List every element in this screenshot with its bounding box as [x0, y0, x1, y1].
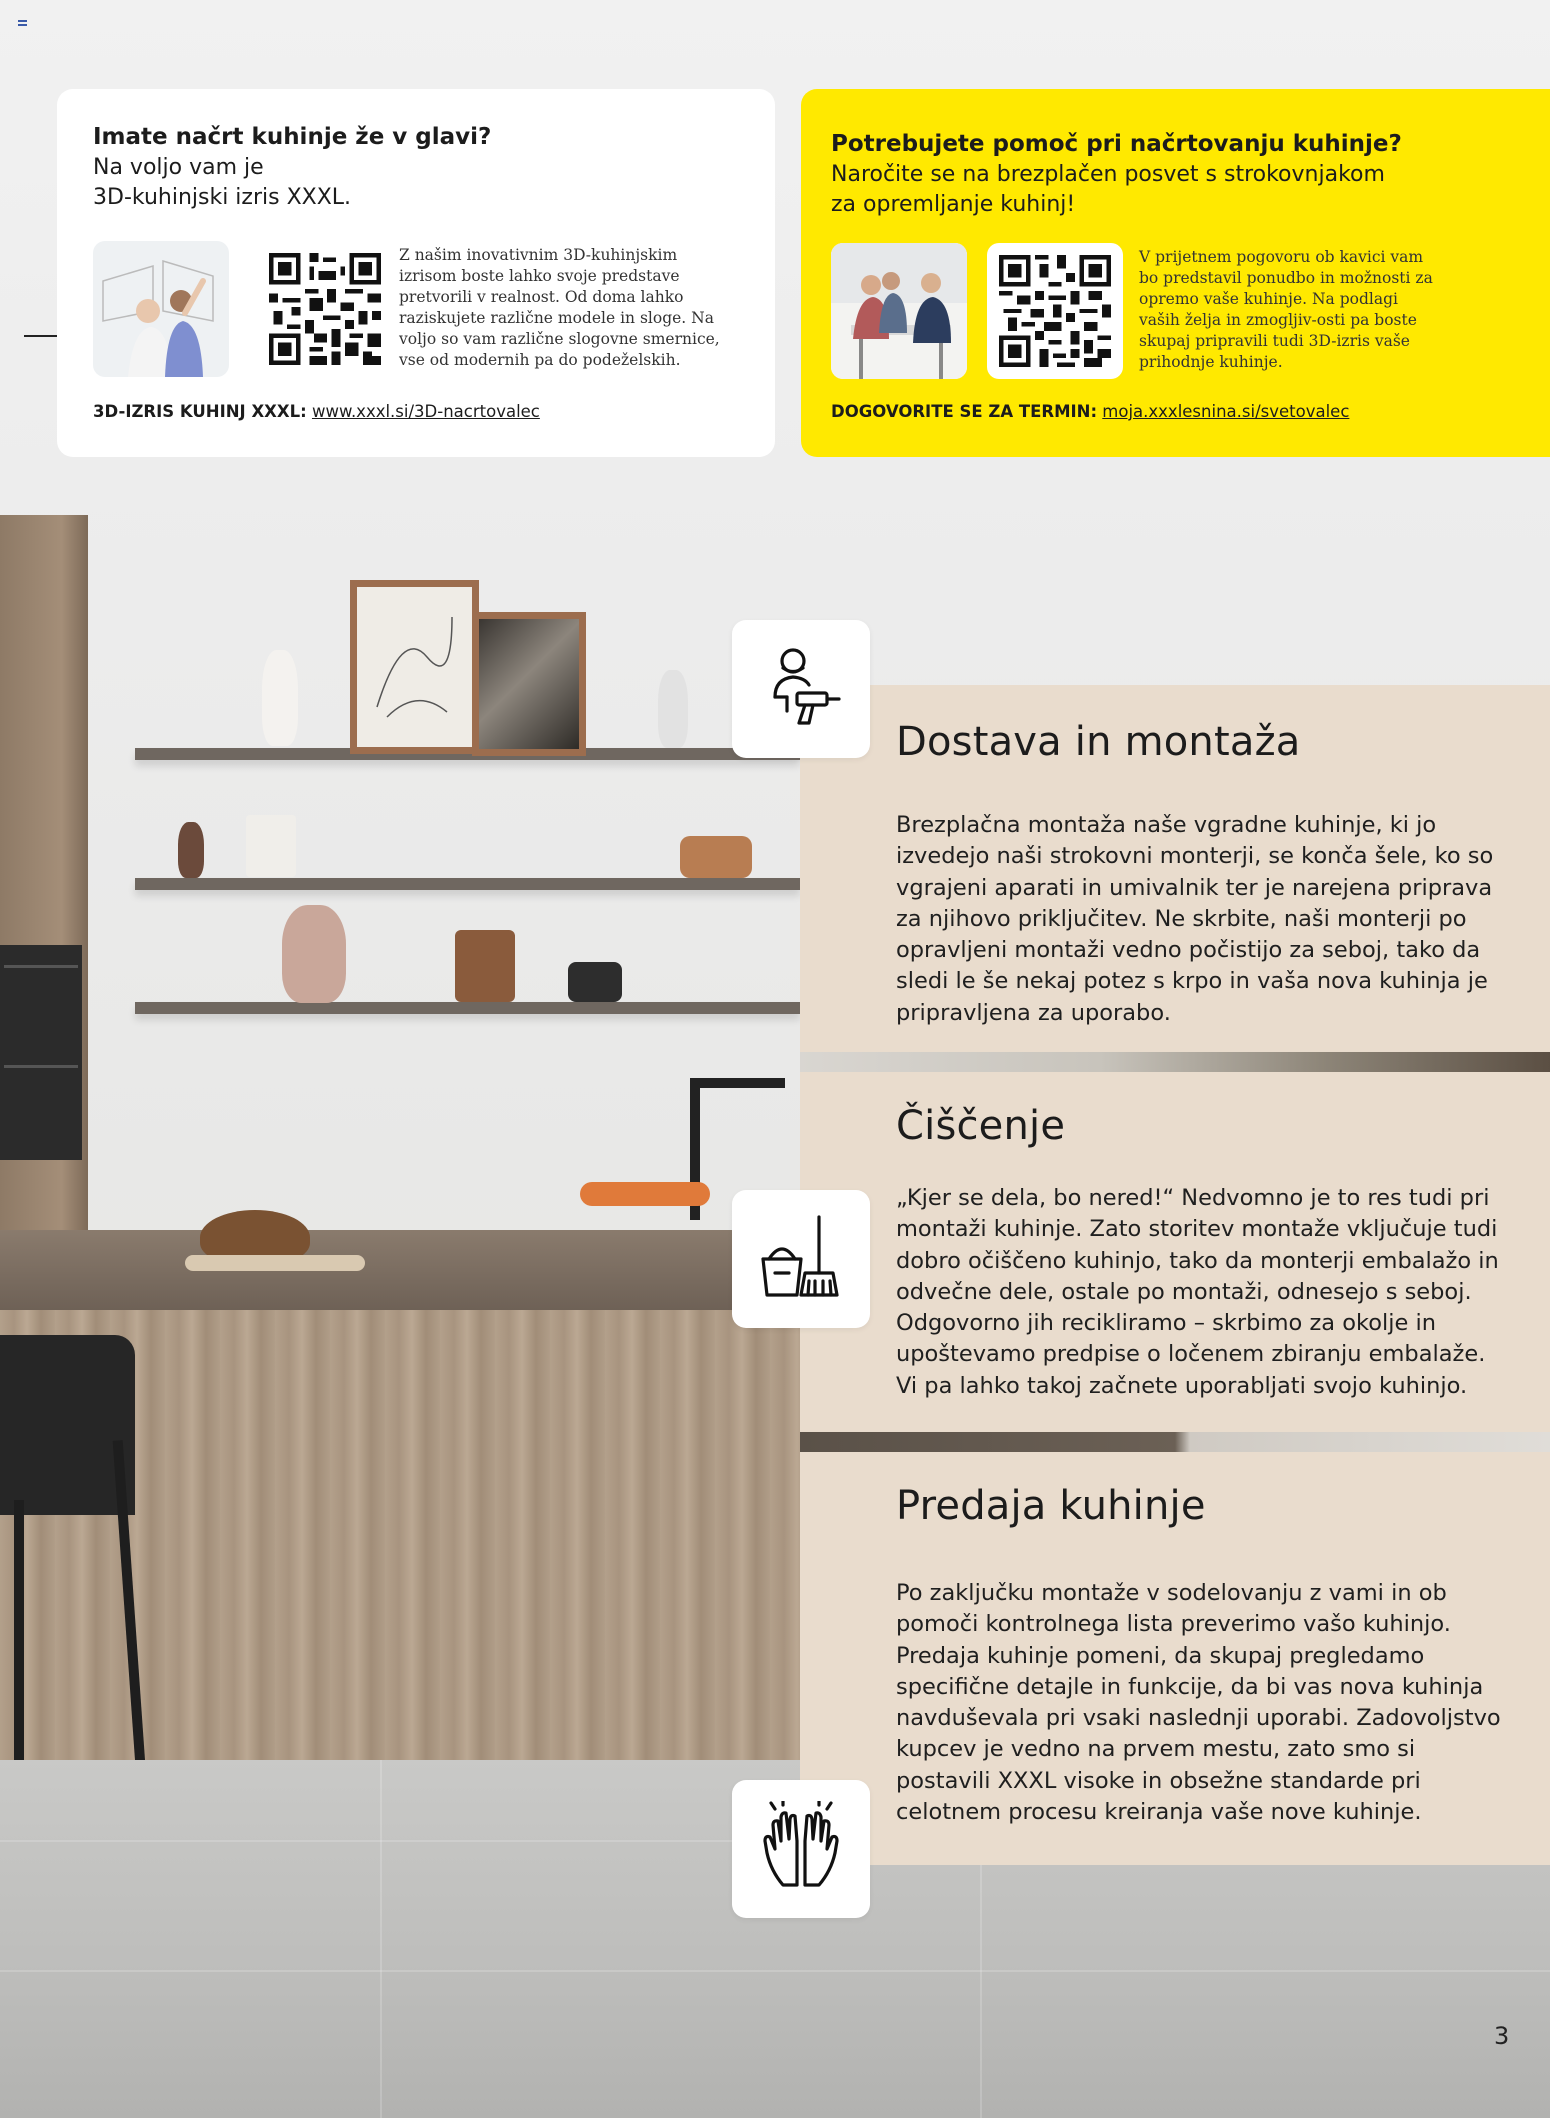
installer-drill-icon: [732, 620, 870, 758]
card-consult-link-line: [831, 401, 1349, 423]
high-five-icon: [732, 1780, 870, 1918]
island-worktop: [0, 1230, 800, 1310]
card-consult-description: V prijetnem pogovoru ob kavici vam bo predstavil ponudbo in možnosti za opremo vaše kuhinje. Na podlagi vaših želja in zmogljiv-osti pa boste skupaj pripravili tudi 3D-izris vaše prihodnje kuhinje.: [1139, 248, 1433, 371]
card-consult-link[interactable]: moja.xxxlesnina.si/svetovalec: [1102, 402, 1350, 421]
wicker-basket: [680, 836, 752, 878]
card-consultation: [801, 89, 1550, 457]
carrots: [580, 1182, 710, 1206]
couple-planning-photo: [93, 241, 229, 377]
tall-wood-cabinet: [0, 515, 88, 1275]
service-panel-delivery: [800, 685, 1550, 1052]
white-jug: [262, 650, 298, 746]
small-house-ornament: [178, 822, 204, 878]
cutting-board: [185, 1255, 365, 1271]
photo-frame: [472, 612, 586, 756]
menu-icon: [18, 20, 27, 26]
page-number: 3: [1494, 2022, 1510, 2050]
card-3d-description: Z našim inovativnim 3D-kuhinjskim izrisom boste lahko svoje predstave pretvorili v realnost. Od doma lahko raziskujete različne modele in sloge. Na voljo so vam različne slogovne smernice, vse od modernih pa do podeželskih.: [399, 246, 720, 369]
service-handover-text: Po zaključku montaže v sodelovanju z vami in ob pomoči kontrolnega lista preverimo vašo kuhinjo. Predaja kuhinje pomeni, da skupaj pregledamo specifične detajle in funkcije, da bi vas nova kuhinja navduševala pri vsaki naslednji uporabi. Zadovoljstvo kupcev je vedno na prvem mestu, zato smo si postavili XXXL visoke in obsežne standarde pri celotnem procesu kreiranja vaše nove kuhinje.: [896, 1580, 1501, 1826]
card-3d-link-line: [93, 401, 540, 423]
service-panel-handover: [800, 1452, 1550, 1865]
spice-jars: [455, 930, 515, 1002]
qr-code-3d-planner[interactable]: [257, 241, 393, 377]
wall-shelf-bottom: [135, 1002, 800, 1014]
bucket-broom-icon: [732, 1190, 870, 1328]
service-cleaning-title: Čiščenje: [896, 1103, 1066, 1149]
wall-shelf-middle: [135, 878, 800, 890]
card-3d-link[interactable]: www.xxxl.si/3D-nacrtovalec: [311, 402, 540, 421]
card-consult-title: Potrebujete pomoč pri načrtovanju kuhinje?: [831, 131, 1402, 157]
card-3d-subtitle-2: 3D-kuhinjski izris XXXL.: [93, 185, 352, 210]
cuckoo-clock: [246, 815, 296, 877]
qr-code-consultation[interactable]: [987, 243, 1123, 379]
consultation-meeting-photo: [831, 243, 967, 379]
bar-stool: [0, 1335, 135, 1515]
service-delivery-text: Brezplačna montaža naše vgradne kuhinje, ki jo izvedejo naši strokovni monterji, se konča šele, ko so vgrajeni aparati in umivalnik ter je narejena priprava za njihovo priključitev. Ne skrbite, naši monterji po opravljeni montaži vedno počistijo za seboj, tako da sledi le še nekaj potez s krpo in vaša nova kuhinja je pripravljena za uporabo.: [896, 812, 1494, 1026]
card-3d-title: Imate načrt kuhinje že v glavi?: [93, 124, 492, 150]
card-consult-subtitle-2: za opremljanje kuhinj!: [831, 192, 1076, 217]
glass-vase: [658, 670, 688, 748]
service-cleaning-text: „Kjer se dela, bo nered!“ Nedvomno je to res tudi pri montaži kuhinje. Zato storitev montaže vključuje tudi dobro očiščeno kuhinjo, tako da monterji embalažo in odvečne dele, ostale po montaži, odnesejo s seboj. Odgovorno jih recikliramo – skrbimo za okolje in upoštevamo predpise o ločenem zbiranju embalaže. Vi pa lahko takoj začnete uporabljati svojo kuhinjo.: [896, 1185, 1499, 1399]
service-handover-title: Predaja kuhinje: [896, 1483, 1206, 1529]
dark-bowls: [568, 962, 622, 1002]
service-delivery-title: Dostava in montaža: [896, 719, 1301, 765]
card-3d-link-label: 3D-IZRIS KUHINJ XXXL:: [93, 402, 307, 421]
pink-vase: [282, 905, 346, 1003]
card-consult-subtitle-1: Naročite se na brezplačen posvet s strokovnjakom: [831, 162, 1385, 187]
divider: [24, 335, 58, 337]
service-panel-cleaning: [800, 1072, 1550, 1432]
card-3d-subtitle-1: Na voljo vam je: [93, 155, 264, 180]
line-art-frame: [350, 580, 479, 754]
card-consult-link-label: DOGOVORITE SE ZA TERMIN:: [831, 402, 1098, 421]
card-3d-planner: [57, 89, 775, 457]
built-in-oven: [0, 945, 82, 1160]
